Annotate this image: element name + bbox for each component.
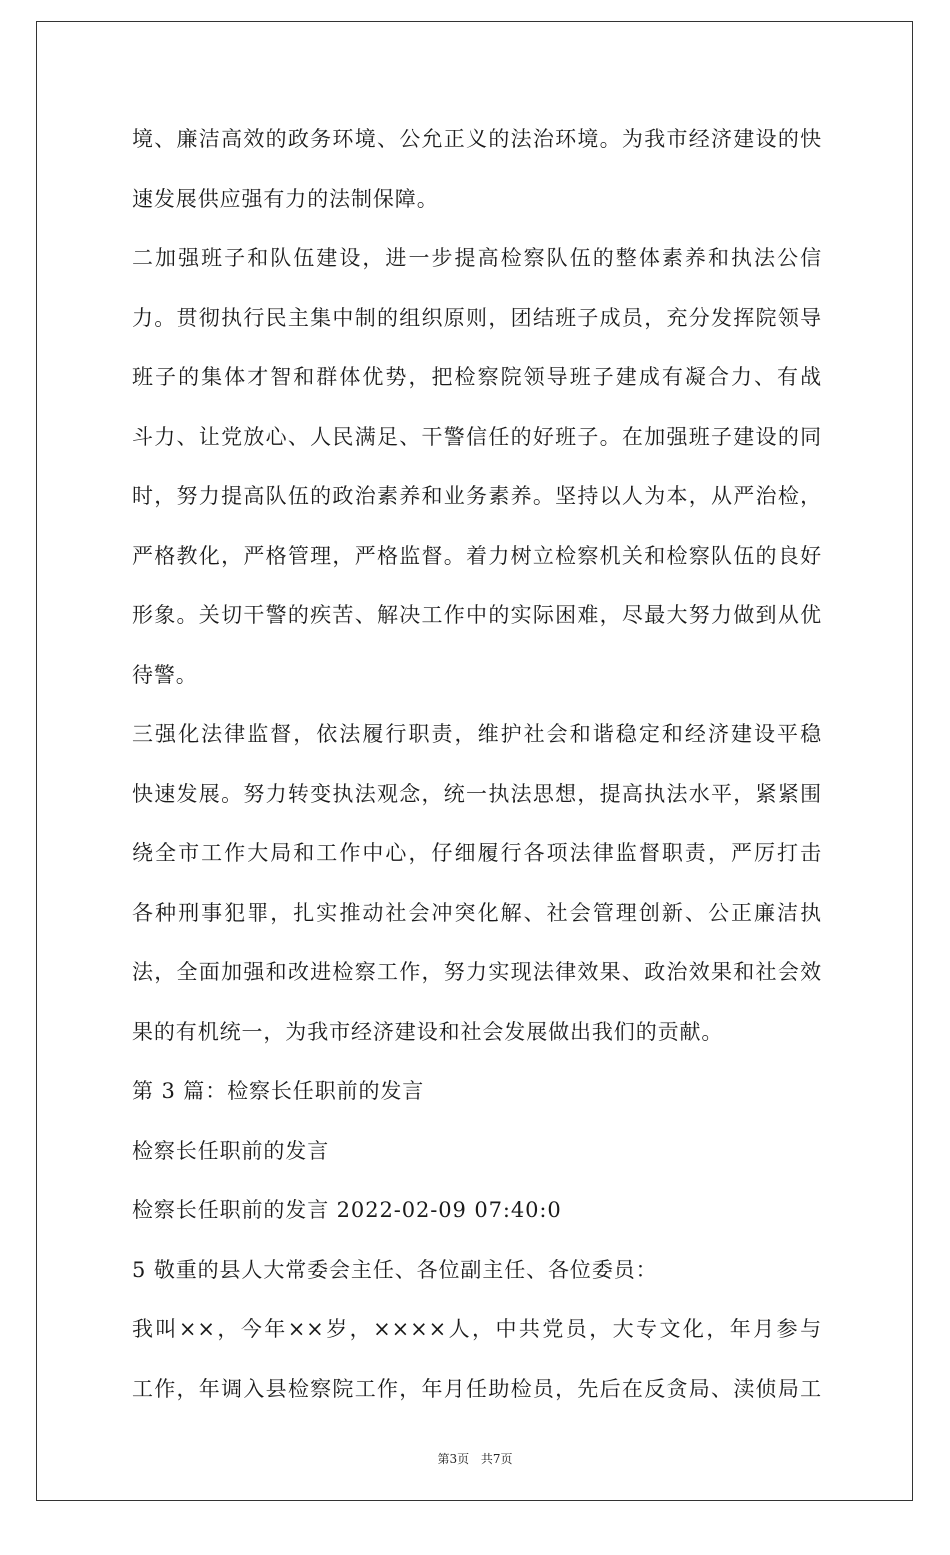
text-line: 果的有机统一，为我市经济建设和社会发展做出我们的贡献。	[132, 1019, 724, 1044]
text-line: 待警。	[132, 662, 198, 687]
text-line: 检察长任职前的发言	[132, 1138, 330, 1163]
text-line: 检察长任职前的发言 2022-02-09 07:40:0	[132, 1198, 562, 1222]
text-line: 我叫××，今年××岁，××××人，中共党员，大专文化，年月参与	[132, 1317, 822, 1341]
document-body	[132, 110, 822, 1419]
text-line: 5 敬重的县人大常委会主任、各位副主任、各位委员：	[132, 1257, 658, 1282]
page-footer	[0, 1450, 950, 1467]
text-line: 境、廉洁高效的政务环境、公允正义的法治环境。为我市经济建设的快	[132, 127, 822, 151]
text-line: 三强化法律监督，依法履行职责，维护社会和谐稳定和经济建设平稳	[132, 722, 822, 746]
text-line: 二加强班子和队伍建设，进一步提高检察队伍的整体素养和执法公信	[132, 246, 822, 270]
text-line: 法，全面加强和改进检察工作，努力实现法律效果、政治效果和社会效	[132, 960, 822, 984]
page-number: 第3页	[437, 1452, 470, 1466]
text-line: 第 3 篇：检察长任职前的发言	[132, 1079, 425, 1103]
text-line: 力。贯彻执行民主集中制的组织原则，团结班子成员，充分发挥院领导	[132, 305, 822, 330]
text-line: 速发展供应强有力的法制保障。	[132, 186, 439, 211]
text-line: 斗力、让党放心、人民满足、干警信任的好班子。在加强班子建设的同	[132, 424, 822, 449]
text-line: 严格教化，严格管理，严格监督。着力树立检察机关和检察队伍的良好	[132, 543, 822, 568]
text-line: 形象。关切干警的疾苦、解决工作中的实际困难，尽最大努力做到从优	[132, 603, 822, 627]
text-line: 班子的集体才智和群体优势，把检察院领导班子建成有凝合力、有战	[132, 365, 822, 389]
text-line: 时，努力提高队伍的政治素养和业务素养。坚持以人为本，从严治检，	[132, 484, 822, 508]
text-line: 工作，年调入县检察院工作，年月任助检员，先后在反贪局、渎侦局工	[132, 1376, 822, 1401]
page-total: 共7页	[480, 1452, 513, 1466]
text-line: 各种刑事犯罪，扎实推动社会冲突化解、社会管理创新、公正廉洁执	[132, 900, 822, 925]
text-line: 绕全市工作大局和工作中心，仔细履行各项法律监督职责，严厉打击	[132, 841, 822, 865]
text-line: 快速发展。努力转变执法观念，统一执法思想，提高执法水平，紧紧围	[132, 781, 822, 806]
